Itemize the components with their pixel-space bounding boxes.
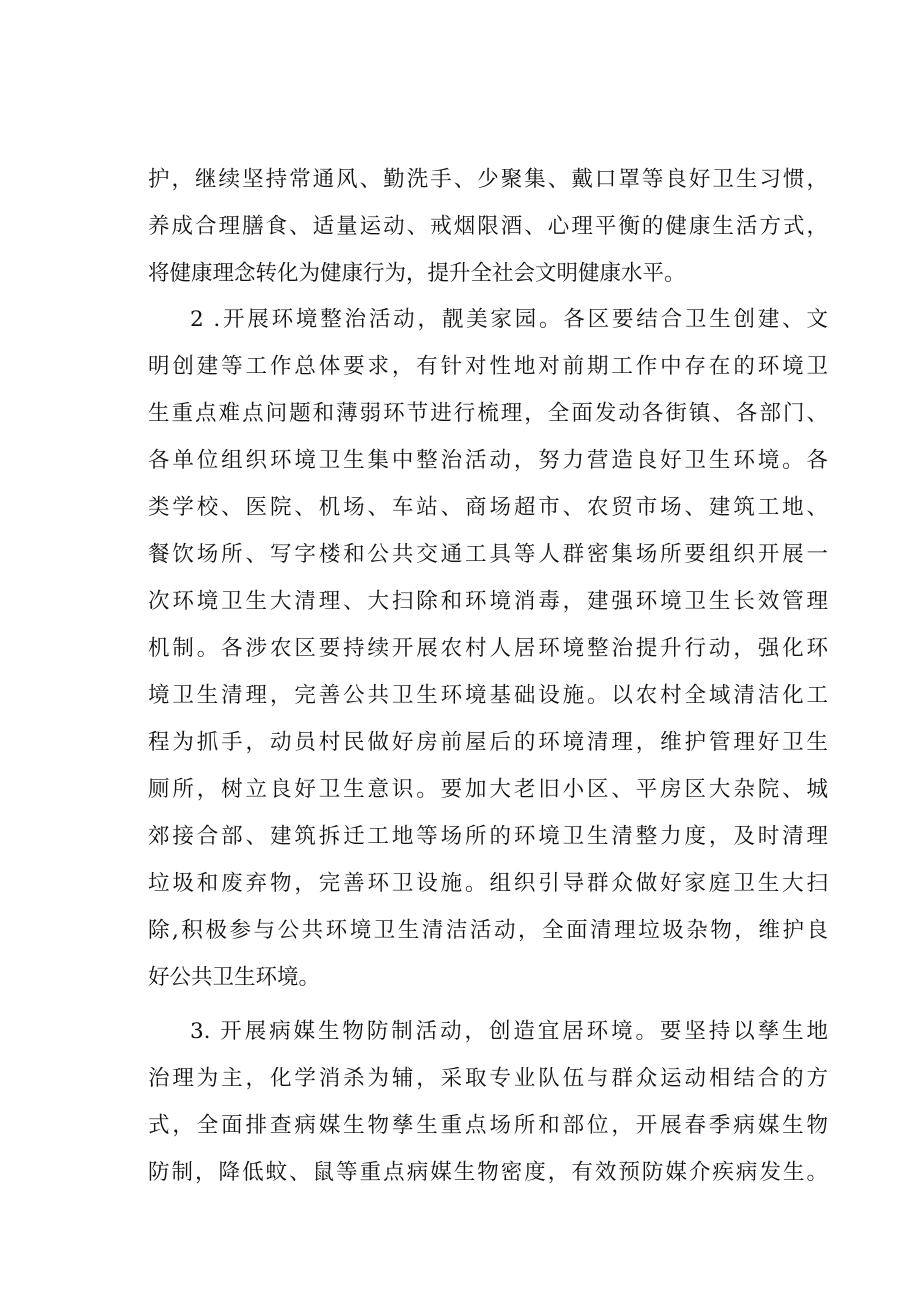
text-line: 养成合理膳食、适量运动、戒烟限酒、心理平衡的健康生活方式， <box>148 214 828 239</box>
paragraph-first-line: 3. 开展病媒生物防制活动，创造宜居环境。要坚持以孳生地 <box>190 1019 828 1044</box>
text-line: 明创建等工作总体要求，有针对性地对前期工作中存在的环境卫 <box>148 354 828 379</box>
text-line: 防制，降低蚊、鼠等重点病媒生物密度，有效预防媒介疾病发生。 <box>148 1160 828 1185</box>
text-line: 将健康理念转化为健康行为，提升全社会文明健康水平。 <box>148 261 686 286</box>
text-line: 各单位组织环境卫生集中整治活动，努力营造良好卫生环境。各 <box>148 448 828 473</box>
text-line: 机制。各涉农区要持续开展农村人居环境整治提升行动，强化环 <box>148 636 828 661</box>
text-line: 垃圾和废弃物，完善环卫设施。组织引导群众做好家庭卫生大扫 <box>148 871 828 896</box>
text-line: 类学校、医院、机场、车站、商场超市、农贸市场、建筑工地、 <box>148 495 828 520</box>
text-line: 餐饮场所、写字楼和公共交通工具等人群密集场所要组织开展一 <box>148 542 828 567</box>
text-line: 生重点难点问题和薄弱环节进行梳理，全面发动各街镇、各部门、 <box>148 401 828 426</box>
text-line: 好公共卫生环境。 <box>148 965 321 990</box>
text-line: 厕所，树立良好卫生意识。要加大老旧小区、平房区大杂院、城 <box>148 777 828 802</box>
text-line: 境卫生清理，完善公共卫生环境基础设施。以农村全域清洁化工 <box>148 683 828 708</box>
text-line: 式，全面排查病媒生物孳生重点场所和部位，开展春季病媒生物 <box>148 1113 828 1138</box>
text-line: 治理为主，化学消杀为辅，采取专业队伍与群众运动相结合的方 <box>148 1066 828 1091</box>
text-line: 程为抓手，动员村民做好房前屋后的环境清理，维护管理好卫生 <box>148 730 828 755</box>
text-line: 次环境卫生大清理、大扫除和环境消毒，建强环境卫生长效管理 <box>148 589 828 614</box>
paragraph-first-line: 2 .开展环境整治活动，靓美家园。各区要结合卫生创建、文 <box>190 307 828 332</box>
text-line: 护，继续坚持常通风、勤洗手、少聚集、戴口罩等良好卫生习惯， <box>148 167 828 192</box>
text-line: 除,积极参与公共环境卫生清洁活动，全面清理垃圾杂物，维护良 <box>148 918 828 943</box>
text-line: 郊接合部、建筑拆迁工地等场所的环境卫生清整力度，及时清理 <box>148 824 828 849</box>
